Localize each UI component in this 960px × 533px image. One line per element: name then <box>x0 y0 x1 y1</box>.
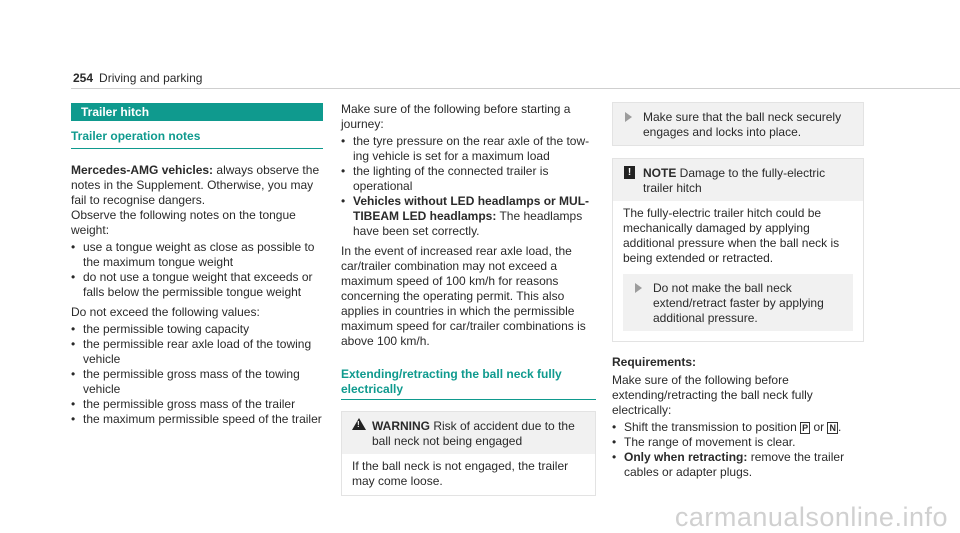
step-arrow-icon <box>635 283 642 293</box>
list-item: • the lighting of the connected trailer is operational <box>341 164 549 193</box>
tongue-intro: Observe the following notes on the tongue weight: <box>71 208 296 237</box>
gear-n-key: N <box>829 423 836 433</box>
axle-load-paragraph: In the event of increased rear axle load, the car/trailer combination may not exceed a maximum speed of 100 km/h for reasons concerning the operating permit. This also applies in countries in which the permissible maximum speed for car/trailer combinations is above 100 km/h. <box>341 244 586 348</box>
note-title: Damage to the fully-electric trailer hitch <box>643 166 826 195</box>
note-step: Do not make the ball neck extend/retract faster by applying additional pressure. <box>623 274 853 331</box>
column-1 <box>71 103 323 427</box>
list-item: • Only when retracting: remove the trailer cables or adapter plugs. <box>612 450 845 479</box>
list-item: • do not use a tongue weight that exceeds or falls below the permissible tongue weight <box>71 270 313 299</box>
subsection-heading: Trailer operation notes <box>71 129 323 149</box>
step-arrow-icon <box>625 112 632 122</box>
warning-header <box>342 412 595 454</box>
amg-label: Mercedes-AMG vehicles: <box>71 163 214 177</box>
warning-label: WARNING <box>372 419 430 433</box>
note-icon: ! <box>624 166 635 179</box>
list-item: • The range of movement is clear. <box>612 435 796 449</box>
list-item: • the permissible gross mass of the trailer <box>71 397 296 411</box>
note-label: NOTE <box>643 166 677 180</box>
requirements-list <box>612 420 864 480</box>
journey-intro: Make sure of the following before starting a journey: <box>341 102 571 131</box>
step-instruction: Make sure that the ball neck securely engages and locks into place. <box>613 103 863 145</box>
journey-list <box>341 134 596 239</box>
tongue-list <box>71 240 323 300</box>
section-title: Driving and parking <box>99 71 203 85</box>
amg-paragraph <box>71 163 323 208</box>
watermark: carmanualsonline.info <box>674 502 948 532</box>
values-intro: Do not exceed the following values: <box>71 305 260 319</box>
list-item: • Shift the transmission to position P or N . <box>612 420 842 434</box>
step-box <box>612 102 864 146</box>
list-item: • the maximum permissible speed of the trailer <box>71 412 322 426</box>
warning-body: If the ball neck is not engaged, the trailer may come loose. <box>352 459 569 488</box>
warning-icon: ! <box>352 418 366 430</box>
list-item: • the permissible gross mass of the towing vehicle <box>71 367 300 396</box>
page-header <box>73 71 202 86</box>
list-item: • use a tongue weight as close as possible to the maximum tongue weight <box>71 240 315 269</box>
list-item: • the permissible rear axle load of the towing vehicle <box>71 337 312 366</box>
warning-box <box>341 411 596 496</box>
note-box <box>612 158 864 342</box>
list-item: • the permissible towing capacity <box>71 322 250 336</box>
gear-p-key: P <box>802 423 809 433</box>
list-item: • Vehicles without LED headlamps or MUL-TIBEAM LED headlamps: The headlamps have been set correctly. <box>341 194 590 238</box>
requirements-heading: Requirements: <box>612 355 697 369</box>
note-header <box>613 159 863 201</box>
page-number: 254 <box>73 71 94 85</box>
warning-title: Risk of accident due to the ball neck not being engaged <box>372 419 575 448</box>
amg-text: always observe the notes in the Supplement. Otherwise, you may fail to recognise dangers. <box>71 163 320 207</box>
note-body: The fully-electric trailer hitch could be mechanically damaged by applying additional pressure when the ball neck is being extended or retracted. <box>623 206 840 265</box>
requirements-intro: Make sure of the following before extending/retracting the ball neck fully electrically: <box>612 373 813 417</box>
subsection-heading-ball-neck: Extending/retracting the ball neck fully electrically <box>341 367 596 400</box>
column-2 <box>341 102 596 496</box>
section-bar-title: Trailer hitch <box>71 103 323 121</box>
column-3 <box>612 102 864 480</box>
values-list <box>71 322 323 427</box>
list-item: • the tyre pressure on the rear axle of the tow-ing vehicle is set for a maximum load <box>341 134 590 163</box>
header-divider <box>71 88 960 89</box>
